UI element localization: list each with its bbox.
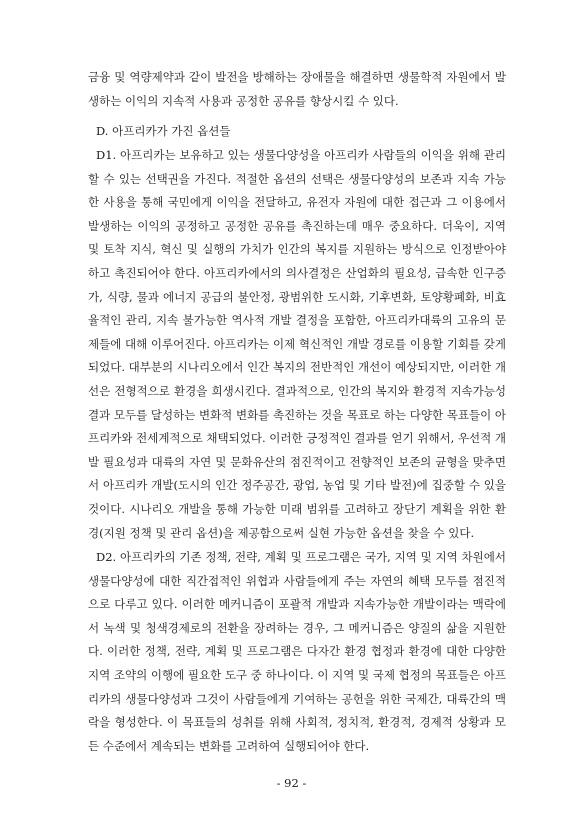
paragraph-d1: D1. 아프리카는 보유하고 있는 생물다양성을 아프리카 사람들의 이익을 위해 관리 할 수 있는 선택권을 가진다. 적절한 옵션의 선택은 생물다양성의 보존과 지속 가능한 사용을 통해 국민에게 이익을 전달하고, 유전자 자원에 대한 접근과 그 이용에서 발생하는 이익의 공정하고 공정한 공유를 촉진하는데 매우 중요하다. 더욱이, 지역 및 토착 지식, 혁신 및 실행의 가치가 인간의 복지를 지원하는 방식으로 인정받아야 하고 촉진되어야 한다. 아프리카에서의 의사결정은 산업화의 필요성, 급속한 인구증가, 식량, 물과 에너지 공급의 불안정, 광범위한 도시화, 기후변화, 토양황폐화, 비효율적인 관리, 지속 불가능한 역사적 개발 결정을 포함한, 아프리카대륙의 고유의 문제들에 대해 이루어진다. 아프리카는 이제 혁신적인 개발 경로를 이용할 기회를 갖게 되었다. 대부분의 시나리오에서 인간 복지의 전반적인 개선이 예상되지만, 이러한 개선은 전형적으로 환경을 희생시킨다. 결과적으로, 인간의 복지와 환경적 지속가능성 결과 모두를 달성하는 변화적 변화를 촉진하는 것을 목표로 하는 다양한 목표들이 아프리카와 전세계적으로 채택되었다. 이러한 긍정적인 결과를 얻기 위해서, 우선적 개발 필요성과 대륙의 자연 및 문화유산의 점진적이고 전향적인 보존의 균형을 맞추면서 아프리카 개발(도시의 인간 정주공간, 광업, 농업 및 기타 발전)에 집중할 수 있을 것이다. 시나리오 개발을 통해 가능한 미래 범위를 고려하고 장단기 계획을 위한 환경(지원 정책 및 관리 옵션)을 제공함으로써 실현 가능한 옵션을 찾을 수 있다. [88,148,506,540]
page-number: - 92 - [276,776,307,790]
continued-paragraph: 금융 및 역량제약과 같이 발전을 방해하는 장애물을 해결하면 생물학적 자원에서 발생하는 이익의 지속적 사용과 공정한 공유를 향상시킬 수 있다. [88,70,506,108]
paragraph-d2: D2. 아프리카의 기존 정책, 전략, 계획 및 프로그램은 국가, 지역 및 지역 차원에서 생물다양성에 대한 직간접적인 위협과 사람들에게 주는 자연의 혜택 모두를 점진적으로 다루고 있다. 이러한 메커니즘이 포괄적 개발과 지속가능한 개발이라는 맥락에서 녹색 및 청색경제로의 전환을 장려하는 경우, 그 메커니즘은 양질의 삶을 지원한다. 이러한 정책, 전략, 계획 및 프로그램은 다자간 환경 협정과 환경에 대한 다양한 지역 조약의 이행에 필요한 도구 중 하나이다. 이 지역 및 국제 협정의 목표들은 아프리카의 생물다양성과 그것이 사람들에게 기여하는 공헌을 위한 국제간, 대륙간의 맥락을 형성한다. 이 목표들의 성취를 위해 사회적, 정치적, 환경적, 경제적 상황과 모든 수준에서 계속되는 변화를 고려하여 실행되어야 한다. [88,550,506,753]
section-heading: D. 아프리카가 가진 옵션들 [96,124,231,138]
